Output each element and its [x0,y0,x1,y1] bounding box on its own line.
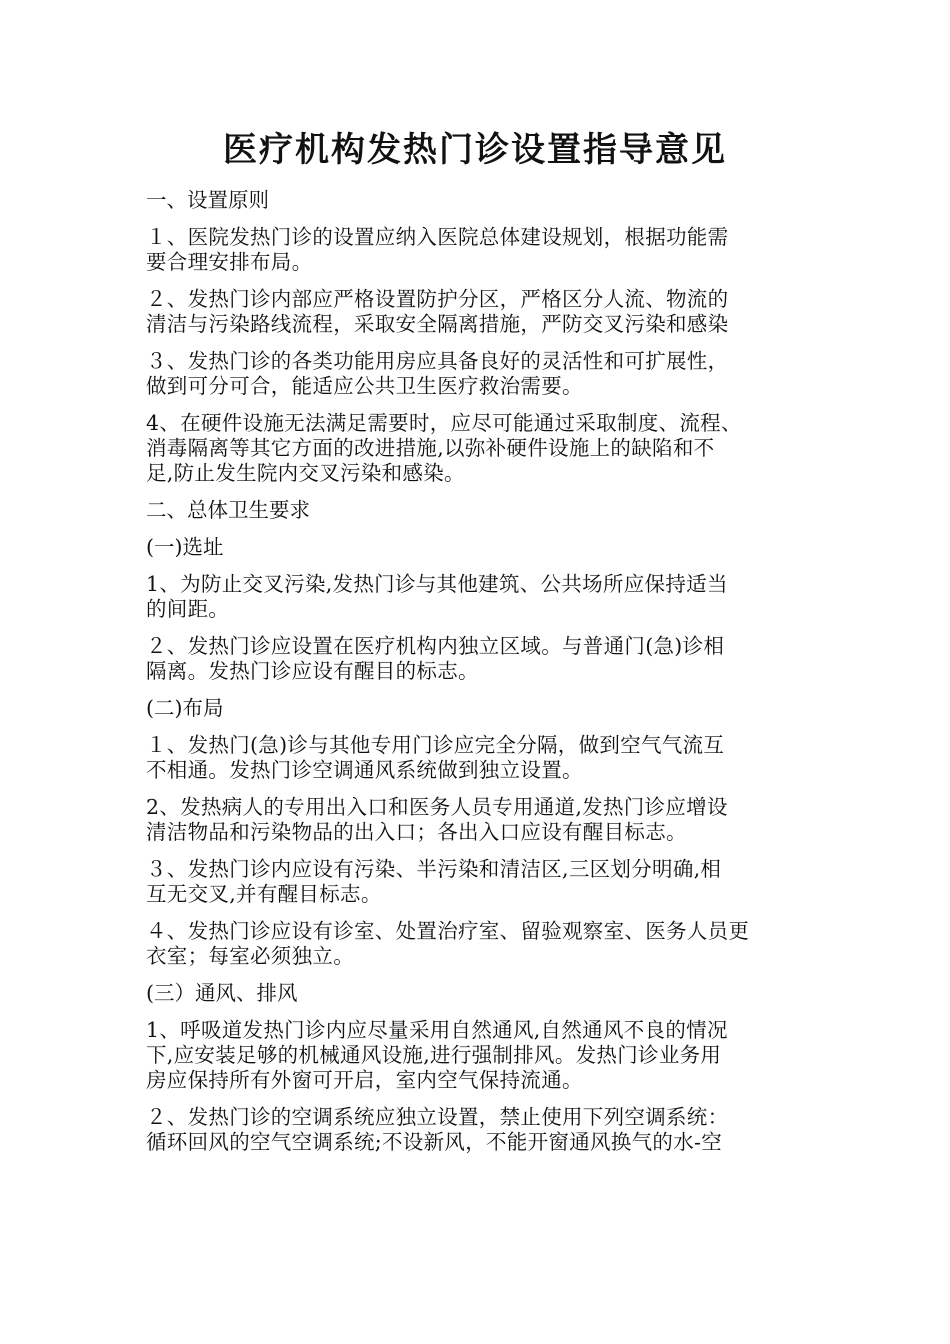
text-line: 隔离。发热门诊应设有醒目的标志。 [146,659,479,683]
text-line: １、医院发热门诊的设置应纳入医院总体建设规划，根据功能需 [146,225,729,249]
text-line: 衣室；每室必须独立。 [146,944,354,968]
paragraph [146,634,812,684]
text-line: ３、发热门诊的各类功能用房应具备良好的灵活性和可扩展性， [146,349,729,373]
text-line: (三）通风、排风 [146,981,298,1005]
text-line: 二、总体卫生要求 [146,498,310,522]
paragraph [146,857,812,907]
text-line: ２、发热门诊的空调系统应独立设置，禁止使用下列空调系统： [146,1105,729,1129]
text-line: 循环回风的空气空调系统;不设新风，不能开窗通风换气的水-空 [146,1130,723,1154]
paragraph [146,1018,812,1093]
paragraph [146,1105,812,1155]
paragraph [146,411,812,486]
paragraph [146,225,812,275]
text-line: 4、在硬件设施无法满足需要时，应尽可能通过采取制度、流程、 [146,411,742,435]
text-line: 做到可分可合，能适应公共卫生医疗救治需要。 [146,374,583,398]
document-title: 医疗机构发热门诊设置指导意见 [223,130,727,170]
section-heading [146,535,812,560]
text-line: 1、呼吸道发热门诊内应尽量采用自然通风,自然通风不良的情况 [146,1018,728,1042]
text-line: (一)选址 [146,535,224,559]
paragraph [146,795,812,845]
paragraph [146,349,812,399]
text-line: (二)布局 [146,696,224,720]
text-line: 的间距。 [146,597,230,621]
text-line: 房应保持所有外窗可开启，室内空气保持流通。 [146,1068,583,1092]
text-line: 清洁与污染路线流程，采取安全隔离措施，严防交叉污染和感染 [146,312,729,336]
text-line: 一、设置原则 [146,188,269,212]
document-body [146,188,812,1167]
text-line: 下,应安装足够的机械通风设施,进行强制排风。发热门诊业务用 [146,1043,722,1067]
section-heading [146,981,812,1006]
paragraph [146,287,812,337]
text-line: ４、发热门诊应设有诊室、处置治疗室、留验观察室、医务人员更 [146,919,750,943]
paragraph [146,572,812,622]
text-line: ３、发热门诊内应设有污染、半污染和清洁区,三区划分明确,相 [146,857,722,881]
text-line: 足,防止发生院内交叉污染和感染。 [146,461,465,485]
text-line: 要合理安排布局。 [146,250,313,274]
text-line: 互无交叉,并有醒目标志。 [146,882,382,906]
text-line: ２、发热门诊内部应严格设置防护分区，严格区分人流、物流的 [146,287,729,311]
text-line: １、发热门(急)诊与其他专用门诊应完全分隔，做到空气气流互 [146,733,725,757]
section-heading [146,498,812,523]
section-heading [146,188,812,213]
text-line: 不相通。发热门诊空调通风系统做到独立设置。 [146,758,583,782]
text-line: 清洁物品和污染物品的出入口；各出入口应设有醒目标志。 [146,820,687,844]
text-line: 消毒隔离等其它方面的改进措施,以弥补硬件设施上的缺陷和不 [146,436,715,460]
text-line: 2、发热病人的专用出入口和医务人员专用通道,发热门诊应增设 [146,795,728,819]
text-line: ２、发热门诊应设置在医疗机构内独立区域。与普通门(急)诊相 [146,634,725,658]
paragraph [146,733,812,783]
paragraph [146,919,812,969]
text-line: 1、为防止交叉污染,发热门诊与其他建筑、公共场所应保持适当 [146,572,728,596]
section-heading [146,696,812,721]
